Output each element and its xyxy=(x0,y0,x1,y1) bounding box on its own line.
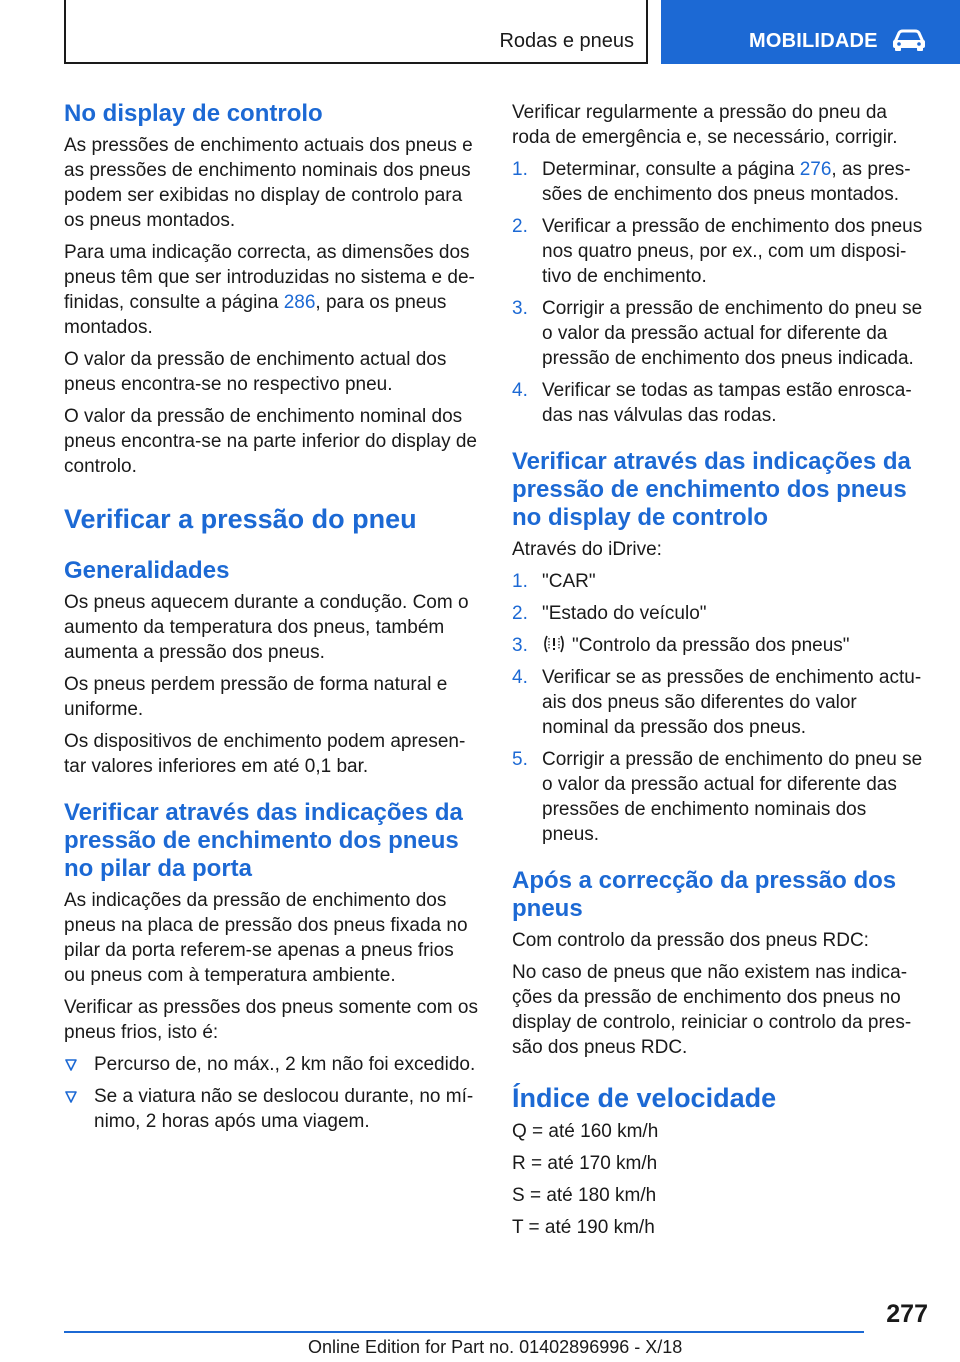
steps-list-idrive xyxy=(512,569,928,847)
speed-index-r: R = até 170 km/h xyxy=(512,1153,658,1174)
speed-index-s: S = até 180 km/h xyxy=(512,1185,657,1206)
list-item: 3. "Controlo da pressão dos pneus" xyxy=(512,635,850,656)
heading-pilar-porta: Verificar através das indicações da pressão de enchimento dos pneus no pilar da porta xyxy=(64,799,463,882)
heading-display-controlo-check: Verificar através das indicações da pressão de enchimento dos pneus no display de controlo xyxy=(512,448,911,531)
car-icon xyxy=(891,28,927,52)
page-link-276[interactable]: 276 xyxy=(799,159,832,180)
footer-edition: Online Edition for Part no. 01402896996 - X/18 xyxy=(308,1337,683,1357)
triangle-bullet-icon xyxy=(65,1059,77,1071)
header-chapter-tab[interactable] xyxy=(661,0,960,64)
list-item: Se a viatura não se deslocou durante, no mínimo, 2 horas após uma viagem. xyxy=(64,1084,480,1134)
right-column xyxy=(512,100,928,1240)
triangle-bullet-icon xyxy=(65,1091,77,1103)
paragraph: O valor da pressão de enchimento actual dos pneus encontra-se no respectivo pneu. xyxy=(64,349,447,395)
list-item: 2. "Estado do veículo" xyxy=(512,603,707,624)
speed-index-q: Q = até 160 km/h xyxy=(512,1121,659,1142)
speed-index-t: T = até 190 km/h xyxy=(512,1217,655,1238)
list-item: Percurso de, no máx., 2 km não foi excedido. xyxy=(64,1052,480,1077)
paragraph: Através do iDrive: xyxy=(512,539,662,560)
header-section-title: Rodas e pneus xyxy=(499,30,634,52)
heading-display-controlo: No display de controlo xyxy=(64,100,323,127)
left-column xyxy=(64,100,480,1134)
heading-indice-velocidade: Índice de velocidade xyxy=(512,1083,777,1113)
list-item: 1. "CAR" xyxy=(512,571,596,592)
heading-verificar-pressao: Verificar a pressão do pneu xyxy=(64,504,417,534)
paragraph: As indicações da pressão de enchimento dos pneus na placa de pressão dos pneus fixada no pilar da porta referem-se apenas a pneus frios ou pneus com à temperatura ambiente. xyxy=(64,890,468,986)
paragraph: Com controlo da pressão dos pneus RDC: xyxy=(512,930,869,951)
paragraph: Os dispositivos de enchimento podem apresentar valores inferiores em até 0,1 bar. xyxy=(64,731,466,777)
page-link-286[interactable]: 286 xyxy=(283,292,316,313)
list-item: 5. Corrigir a pressão de enchimento do pneu se o valor da pressão actual for diferente das pressões de enchimento nominais dos pneus. xyxy=(512,749,923,845)
paragraph: Verificar as pressões dos pneus somente com os pneus frios, isto é: xyxy=(64,997,478,1043)
list-item: 2. Verificar a pressão de enchimento dos pneus nos quatro pneus, por ex., com um dispositivo de enchimento. xyxy=(512,216,923,287)
tire-pressure-warning-icon xyxy=(542,634,566,654)
paragraph: O valor da pressão de enchimento nominal dos pneus encontra-se na parte inferior do display de controlo. xyxy=(64,406,477,477)
paragraph: Os pneus aquecem durante a condução. Com o aumento da temperatura dos pneus, também aumenta a pressão dos pneus. xyxy=(64,592,469,663)
paragraph: Verificar regularmente a pressão do pneu da roda de emergência e, se necessário, corrigir. xyxy=(512,102,898,148)
page-number: 277 xyxy=(886,1300,928,1328)
list-item: 4. Verificar se as pressões de enchimento actuais dos pneus são diferentes do valor nominal da pressão dos pneus. xyxy=(512,667,922,738)
heading-apos-correccao: Após a correcção da pressão dos pneus xyxy=(512,867,897,922)
list-item: 4. Verificar se todas as tampas estão enroscadas nas válvulas das rodas. xyxy=(512,380,912,426)
paragraph: As pressões de enchimento actuais dos pneus e as pressões de enchimento nominais dos pneus podem ser exibidas no display de controlo para os pneus montados. xyxy=(64,135,473,231)
list-item: 1. Determinar, consulte a página 276, as pressões de enchimento dos pneus montados. xyxy=(512,159,911,205)
heading-generalidades: Generalidades xyxy=(64,557,230,584)
paragraph: Para uma indicação correcta, as dimensões dos pneus têm que ser introduzidas no sistema e definidas, consulte a página 286, para os pneus montados. xyxy=(64,242,475,338)
paragraph: Os pneus perdem pressão de forma natural e uniforme. xyxy=(64,674,448,720)
bullet-list xyxy=(64,1052,480,1134)
chapter-tab-label: MOBILIDADE xyxy=(749,30,878,52)
paragraph: No caso de pneus que não existem nas indicações da pressão de enchimento dos pneus no display de controlo, reiniciar o controlo da pressão dos pneus RDC. xyxy=(512,962,912,1058)
steps-list-check xyxy=(512,157,928,428)
footer-divider xyxy=(64,1331,864,1333)
list-item: 3. Corrigir a pressão de enchimento do pneu se o valor da pressão actual for diferente da pressão de enchimento dos pneus indicada. xyxy=(512,298,923,369)
